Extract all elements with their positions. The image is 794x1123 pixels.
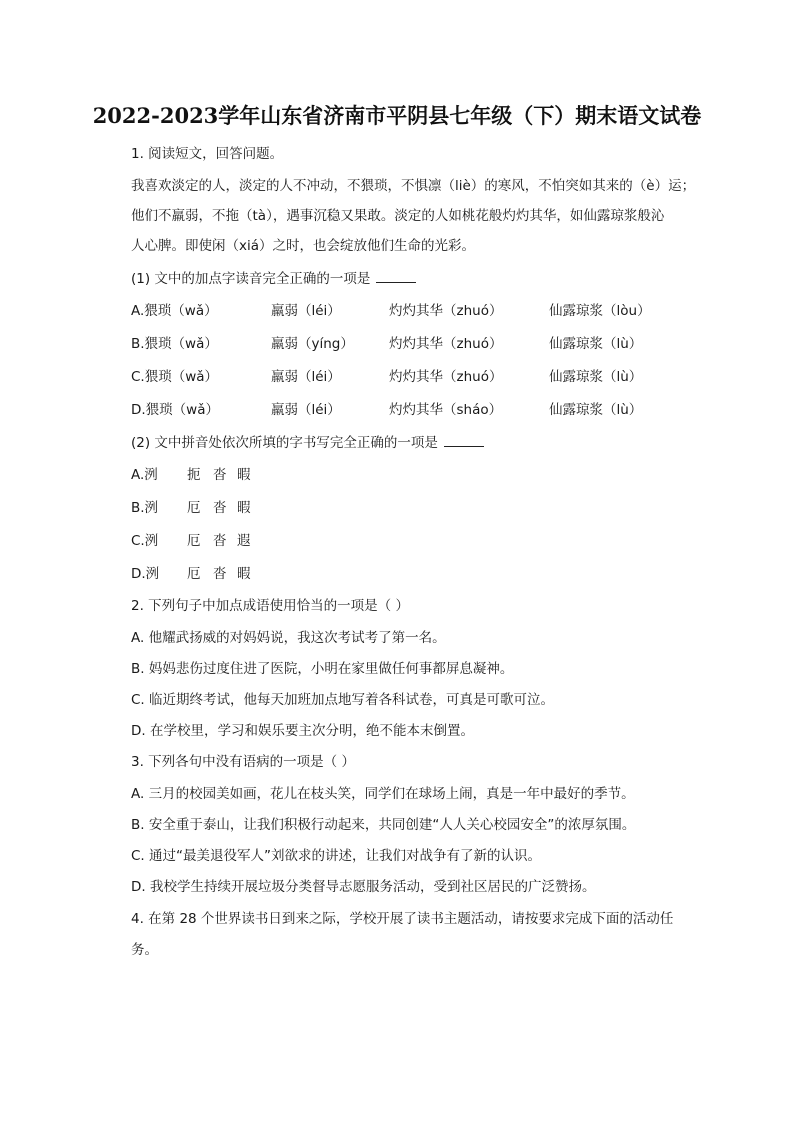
- answer-blank: [444, 434, 484, 447]
- option-choice: A.洌: [131, 467, 158, 483]
- option-choice: 灼灼其华（zhuó）: [389, 369, 503, 385]
- option-choice: 灼灼其华（zhuó）: [389, 336, 503, 352]
- option-choice: D.洌: [131, 566, 160, 582]
- option-choice: A.猥琐（wǎ）: [131, 303, 218, 319]
- q1-sub2-stem: (2) 文中拼音处依次所填的字书写完全正确的一项是: [131, 435, 438, 451]
- q1-sub1-stem: (1) 文中的加点字读音完全正确的一项是: [131, 271, 371, 287]
- option-choice: 仙露琼浆（lù）: [549, 336, 643, 352]
- option-choice: 羸弱（yíng）: [271, 336, 354, 352]
- answer-blank: [376, 270, 416, 283]
- option-choice: 暇: [237, 566, 251, 582]
- q2-stem: 2. 下列句子中加点成语使用恰当的一项是（ ）: [131, 598, 409, 614]
- q3-option: A. 三月的校园美如画，花儿在枝头笑，同学们在球场上闹，真是一年中最好的季节。: [131, 786, 635, 802]
- option-choice: C.洌: [131, 533, 159, 549]
- q2-option: A. 他耀武扬威的对妈妈说，我这次考试考了第一名。: [131, 630, 446, 646]
- q2-option: D. 在学校里，学习和娱乐要主次分明，绝不能本末倒置。: [131, 723, 474, 739]
- q3-stem: 3. 下列各句中没有语病的一项是（ ）: [131, 754, 355, 770]
- option-choice: 扼: [187, 467, 201, 483]
- q4-stem-line: 务。: [131, 942, 158, 958]
- q1-passage-line: 人心脾。即使闲（xiá）之时，也会绽放他们生命的光彩。: [131, 238, 476, 254]
- q4-stem-line: 4. 在第 28 个世界读书日到来之际，学校开展了读书主题活动，请按要求完成下面的活动任: [131, 911, 674, 927]
- option-choice: B.猥琐（wǎ）: [131, 336, 218, 352]
- q2-option: C. 临近期终考试，他每天加班加点地写着各科试卷，可真是可歌可泣。: [131, 692, 555, 708]
- option-choice: 仙露琼浆（lù）: [549, 402, 643, 418]
- option-choice: 灼灼其华（sháo）: [389, 402, 503, 418]
- q3-option: D. 我校学生持续开展垃圾分类督导志愿服务活动，受到社区居民的广泛赞扬。: [131, 879, 596, 895]
- option-choice: 仙露琼浆（lù）: [549, 369, 643, 385]
- option-choice: 羸弱（léi）: [271, 402, 341, 418]
- q1-passage-line: 他们不羸弱，不拖（tà），遇事沉稳又果敢。淡定的人如桃花般灼灼其华，如仙露琼浆般沁: [131, 208, 665, 224]
- option-choice: 沓: [213, 566, 227, 582]
- option-choice: 遐: [237, 533, 251, 549]
- option-choice: 暇: [237, 500, 251, 516]
- option-choice: 厄: [187, 533, 201, 549]
- q3-option: C. 通过“最美退役军人”刘欲求的讲述，让我们对战争有了新的认识。: [131, 848, 541, 864]
- option-choice: B.洌: [131, 500, 159, 516]
- option-choice: 仙露琼浆（lòu）: [549, 303, 651, 319]
- q1-passage-line: 我喜欢淡定的人，淡定的人不冲动，不猥琐，不惧凛（liè）的寒风，不怕突如其来的（è）运；: [131, 178, 696, 194]
- q1-sub1-question: [131, 270, 416, 288]
- q3-option: B. 安全重于泰山，让我们积极行动起来，共同创建“人人关心校园安全”的浓厚氛围。: [131, 817, 636, 833]
- option-choice: C.猥琐（wǎ）: [131, 369, 219, 385]
- option-choice: 暇: [237, 467, 251, 483]
- option-choice: 厄: [187, 500, 201, 516]
- option-choice: D.猥琐（wǎ）: [131, 402, 220, 418]
- option-choice: 沓: [213, 467, 227, 483]
- option-choice: 沓: [213, 500, 227, 516]
- option-choice: 羸弱（léi）: [271, 303, 341, 319]
- option-choice: 沓: [213, 533, 227, 549]
- option-choice: 羸弱（léi）: [271, 369, 341, 385]
- q1-stem: 1. 阅读短文，回答问题。: [131, 146, 284, 162]
- q1-sub2-question: [131, 434, 484, 452]
- q2-option: B. 妈妈悲伤过度住进了医院，小明在家里做任何事都屏息凝神。: [131, 661, 514, 677]
- option-choice: 厄: [187, 566, 201, 582]
- option-choice: 灼灼其华（zhuó）: [389, 303, 503, 319]
- page-title: 2022-2023学年山东省济南市平阴县七年级（下）期末语文试卷: [92, 103, 702, 128]
